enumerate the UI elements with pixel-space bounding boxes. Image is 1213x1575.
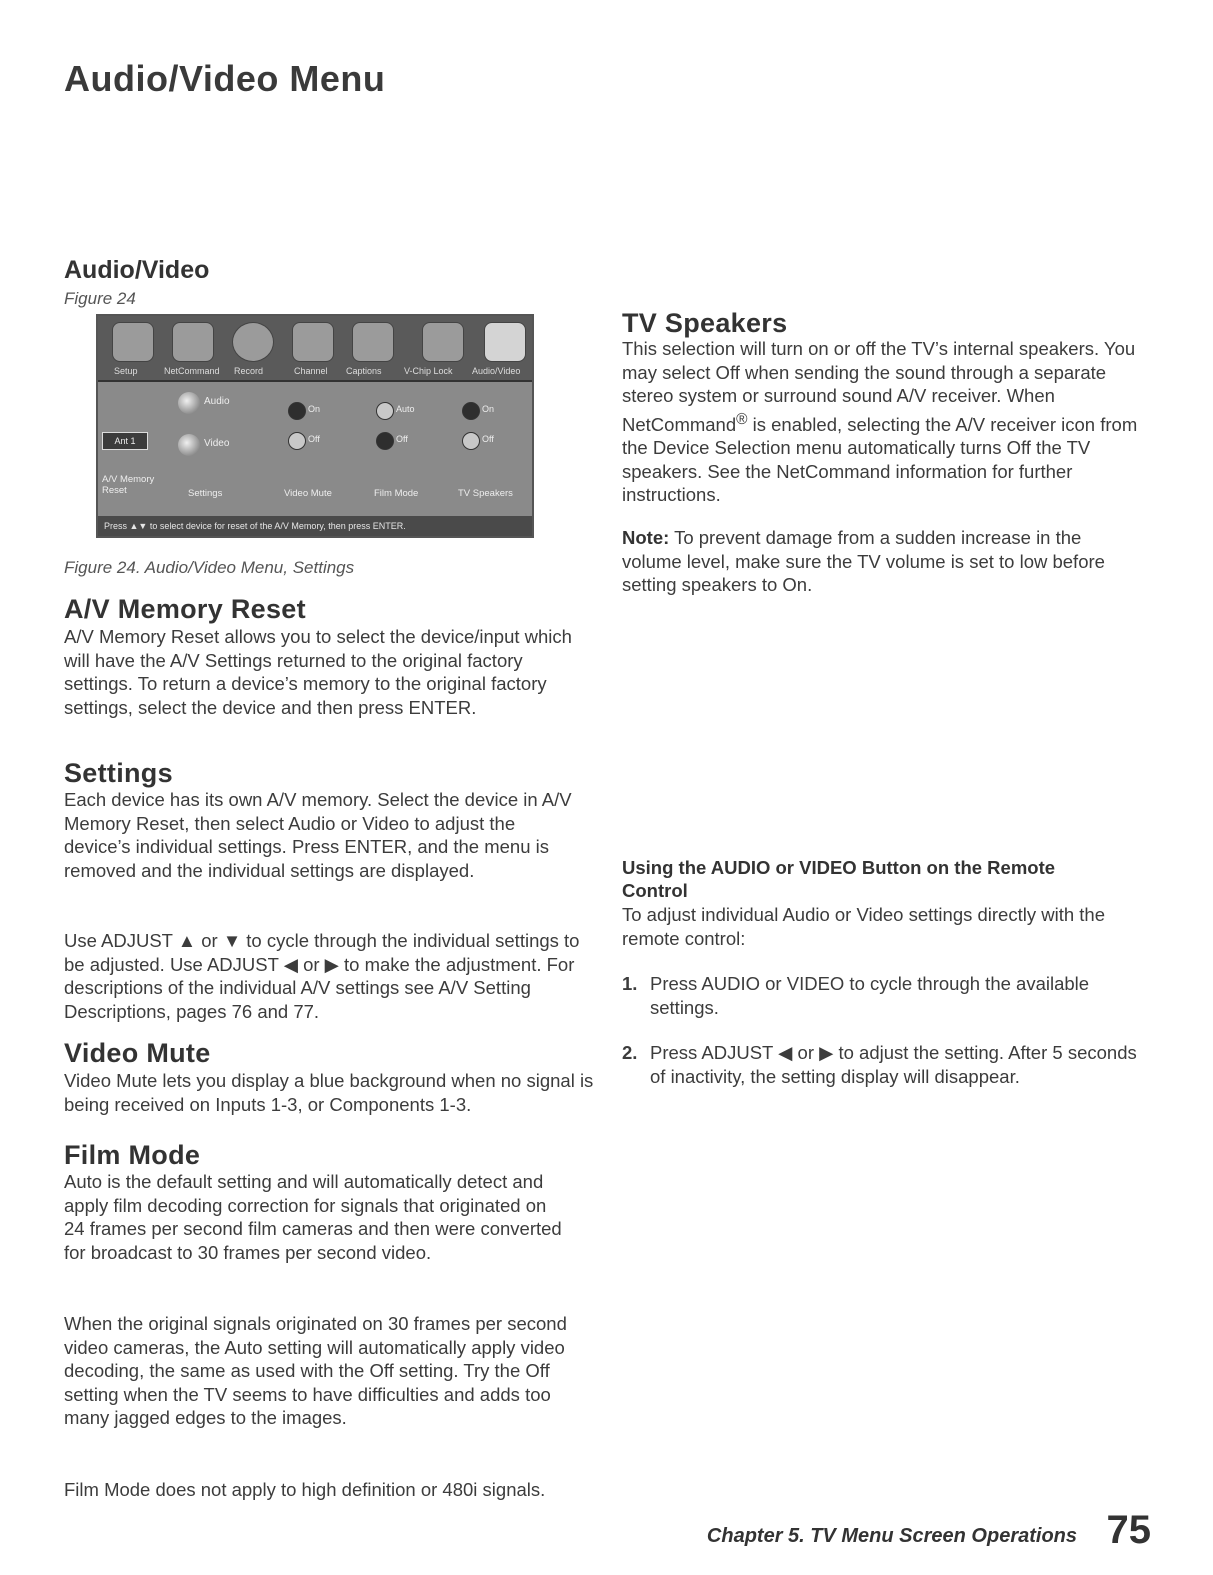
column-film-mode: Film Mode xyxy=(374,488,419,499)
video-mute-off-radio xyxy=(288,432,306,450)
figure-label: Figure 24 xyxy=(64,289,136,308)
tv-speakers-off-label: Off xyxy=(482,434,494,444)
remote-control-intro: To adjust individual Audio or Video settings directly with the remote control: xyxy=(622,904,1105,949)
page-number: 75 xyxy=(1106,1508,1151,1552)
figure-heading: Audio/Video xyxy=(64,256,210,284)
note-paragraph xyxy=(622,526,1146,597)
note-label: Note: xyxy=(622,527,670,548)
film-mode-heading: Film Mode xyxy=(64,1140,201,1170)
step-number: 2. xyxy=(622,1042,638,1063)
video-mute-on-label: On xyxy=(308,404,321,414)
film-mode-text-3: Film Mode does not apply to high definition or 480i signals. xyxy=(64,1479,546,1500)
film-mode-text-1: Auto is the default setting and will automatically detect and apply film decoding correction for signals that originated on 24 frames per second film cameras and then were converted for broadcast to 30 frames per second video. xyxy=(64,1171,562,1263)
column-av-memory-reset: A/V Memory Reset xyxy=(102,474,155,496)
tv-speakers-text xyxy=(622,337,1142,507)
av-memory-reset-text: A/V Memory Reset allows you to select the device/input which will have the A/V Settings returned to the original factory settings. To return a device’s memory to the original factory settings, select the device and then press ENTER. xyxy=(64,626,572,718)
settings-heading: Settings xyxy=(64,758,173,788)
column-tv-speakers: TV Speakers xyxy=(458,488,513,499)
column-settings: Settings xyxy=(188,488,223,499)
audio-knob-icon xyxy=(178,392,200,414)
remote-steps xyxy=(622,972,1152,1110)
column-video-mute: Video Mute xyxy=(284,488,332,499)
audio-video-menu-figure xyxy=(96,314,534,538)
tv-speakers-on-label: On xyxy=(482,404,495,414)
menu-status-bar: Press ▲▼ to select device for reset of the A/V Memory, then press ENTER. xyxy=(98,516,532,536)
tv-speakers-off-radio xyxy=(462,432,480,450)
note-text: To prevent damage from a sudden increase in the volume level, make sure the TV volume is set to low before setting speakers to On. xyxy=(622,527,1105,595)
film-mode-auto-radio xyxy=(376,402,394,420)
menu-icon-bar xyxy=(98,316,532,382)
film-mode-text-2: When the original signals originated on 30 frames per second video cameras, the Auto setting will automatically apply video decoding, the same as used with the Off setting. Try the Off setting when the TV seems to have difficulties and adds too many jagged edges to the images. xyxy=(64,1313,567,1428)
film-mode-auto-label: Auto xyxy=(396,404,415,414)
tab-audio-video: Audio/Video xyxy=(472,366,521,376)
menu-settings-panel xyxy=(98,382,532,516)
tv-speakers-on-radio xyxy=(462,402,480,420)
captions-icon xyxy=(352,322,394,362)
video-mute-on-radio xyxy=(288,402,306,420)
tv-speakers-text-part2: is enabled, selecting the A/V receiver icon from the Device Selection menu automatically turns Off the TV speakers. See the NetCommand information for further instructions. xyxy=(622,413,1138,506)
chapter-footer: Chapter 5. TV Menu Screen Operations xyxy=(706,1525,1077,1547)
setup-icon xyxy=(112,322,154,362)
tab-captions: Captions xyxy=(346,366,382,376)
netcommand-icon xyxy=(172,322,214,362)
audio-video-icon xyxy=(484,322,526,362)
channel-icon xyxy=(292,322,334,362)
figure-caption: Figure 24. Audio/Video Menu, Settings xyxy=(64,558,355,577)
list-item xyxy=(622,972,1152,1019)
page-title: Audio/Video Menu xyxy=(64,58,386,99)
tab-vchip-lock: V-Chip Lock xyxy=(404,366,453,376)
av-memory-reset-heading: A/V Memory Reset xyxy=(64,594,306,624)
film-mode-off-label: Off xyxy=(396,434,408,444)
video-mute-text: Video Mute lets you display a blue background when no signal is being received on Inputs 1-3, or Components 1-3. xyxy=(64,1070,594,1115)
remote-control-heading: Using the AUDIO or VIDEO Button on the Remote Control xyxy=(622,857,1056,901)
tab-setup: Setup xyxy=(114,366,138,376)
settings-text-1: Each device has its own A/V memory. Select the device in A/V Memory Reset, then select Audio or Video to adjust the device’s individual settings. Press ENTER, and the menu is removed and the individual settings are displayed. xyxy=(64,789,572,881)
tv-speakers-heading: TV Speakers xyxy=(622,308,788,338)
video-mute-heading: Video Mute xyxy=(64,1038,211,1068)
audio-label: Audio xyxy=(204,396,230,407)
lock-icon xyxy=(422,322,464,362)
film-mode-off-radio xyxy=(376,432,394,450)
tab-channel: Channel xyxy=(294,366,328,376)
video-mute-off-label: Off xyxy=(308,434,320,444)
step-number: 1. xyxy=(622,973,638,994)
list-item xyxy=(622,1041,1152,1088)
video-knob-icon xyxy=(178,434,200,456)
tab-netcommand: NetCommand xyxy=(164,366,220,376)
record-icon xyxy=(232,322,274,362)
video-label: Video xyxy=(204,438,230,449)
tv-speakers-text-part1: This selection will turn on or off the TV’s internal speakers. You may select Off when sending the sound through a separate stereo system or surround sound A/V receiver. When NetCommand xyxy=(622,338,1136,435)
step-text: Press ADJUST ◀ or ▶ to adjust the setting. After 5 seconds of inactivity, the setting display will disappear. xyxy=(650,1042,1137,1087)
step-text: Press AUDIO or VIDEO to cycle through the available settings. xyxy=(650,973,1090,1018)
device-selector: Ant 1 xyxy=(102,432,148,450)
registered-mark: ® xyxy=(736,410,748,428)
settings-text-2: Use ADJUST ▲ or ▼ to cycle through the individual settings to be adjusted. Use ADJUST ◀ or ▶ to make the adjustment. For descriptions of the individual A/V settings see A/V Setting Descriptions, pages 76 and 77. xyxy=(64,930,580,1022)
tab-record: Record xyxy=(234,366,264,376)
